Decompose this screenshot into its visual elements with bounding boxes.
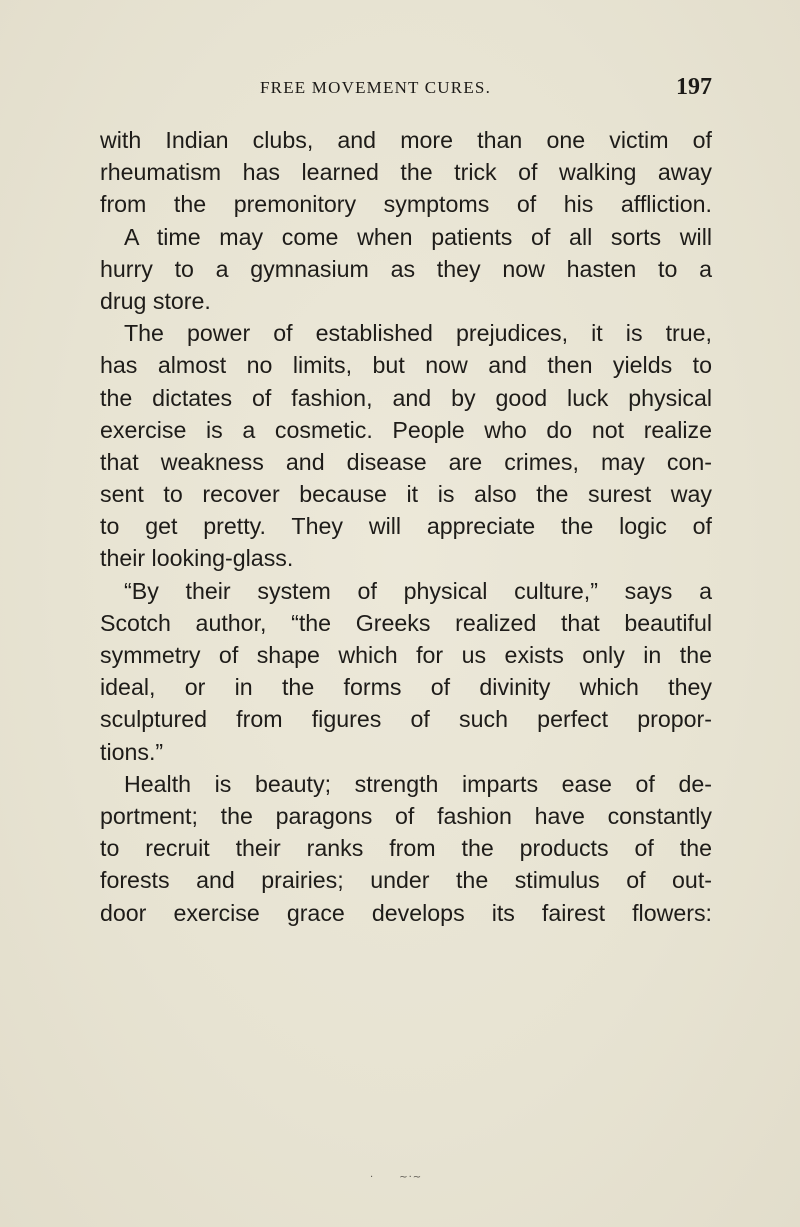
text-line: rheumatism has learned the trick of walking away bbox=[100, 159, 712, 186]
text-line: has almost no limits, but now and then yields to bbox=[100, 352, 712, 379]
text-line: drug store. bbox=[100, 287, 211, 314]
text-line: exercise is a cosmetic. People who do not realize bbox=[100, 416, 712, 443]
text-line: with Indian clubs, and more than one victim of bbox=[100, 127, 712, 153]
text-line: Health is beauty; strength imparts ease of de- bbox=[124, 770, 712, 797]
text-line: from the premonitory symptoms of his affliction. bbox=[100, 191, 712, 218]
text-line: their looking-glass. bbox=[100, 545, 294, 572]
text-line: symmetry of shape which for us exists only in the bbox=[100, 642, 712, 668]
text-line: door exercise grace develops its fairest flowers: bbox=[100, 899, 712, 926]
text-line: hurry to a gymnasium as they now hasten to a bbox=[100, 255, 712, 282]
body-text bbox=[100, 124, 712, 929]
text-line: to recruit their ranks from the products of the bbox=[100, 835, 712, 862]
text-line: the dictates of fashion, and by good luck physical bbox=[100, 384, 712, 411]
page-number: 197 bbox=[676, 74, 712, 100]
text-line: portment; the paragons of fashion have constantly bbox=[100, 802, 712, 829]
text-line: The power of established prejudices, it is true, bbox=[124, 320, 712, 347]
text-line: sculptured from figures of such perfect propor- bbox=[100, 706, 712, 733]
running-head: FREE MOVEMENT CURES. bbox=[260, 78, 492, 97]
text-line: sent to recover because it is also the surest way bbox=[100, 481, 712, 508]
text-line: ideal, or in the forms of divinity which they bbox=[100, 674, 712, 701]
text-line: that weakness and disease are crimes, may con- bbox=[100, 448, 712, 475]
ink-smudge-mark: · ~·~ bbox=[370, 1172, 423, 1183]
text-line: Scotch author, “the Greeks realized that beautiful bbox=[100, 609, 712, 636]
page-header bbox=[100, 74, 712, 104]
text-line: “By their system of physical culture,” says a bbox=[124, 577, 712, 604]
text-line: to get pretty. They will appreciate the logic of bbox=[100, 513, 712, 540]
text-line: forests and prairies; under the stimulus of out- bbox=[100, 867, 712, 894]
text-line: A time may come when patients of all sorts will bbox=[124, 223, 712, 250]
text-line: tions.” bbox=[100, 738, 164, 765]
